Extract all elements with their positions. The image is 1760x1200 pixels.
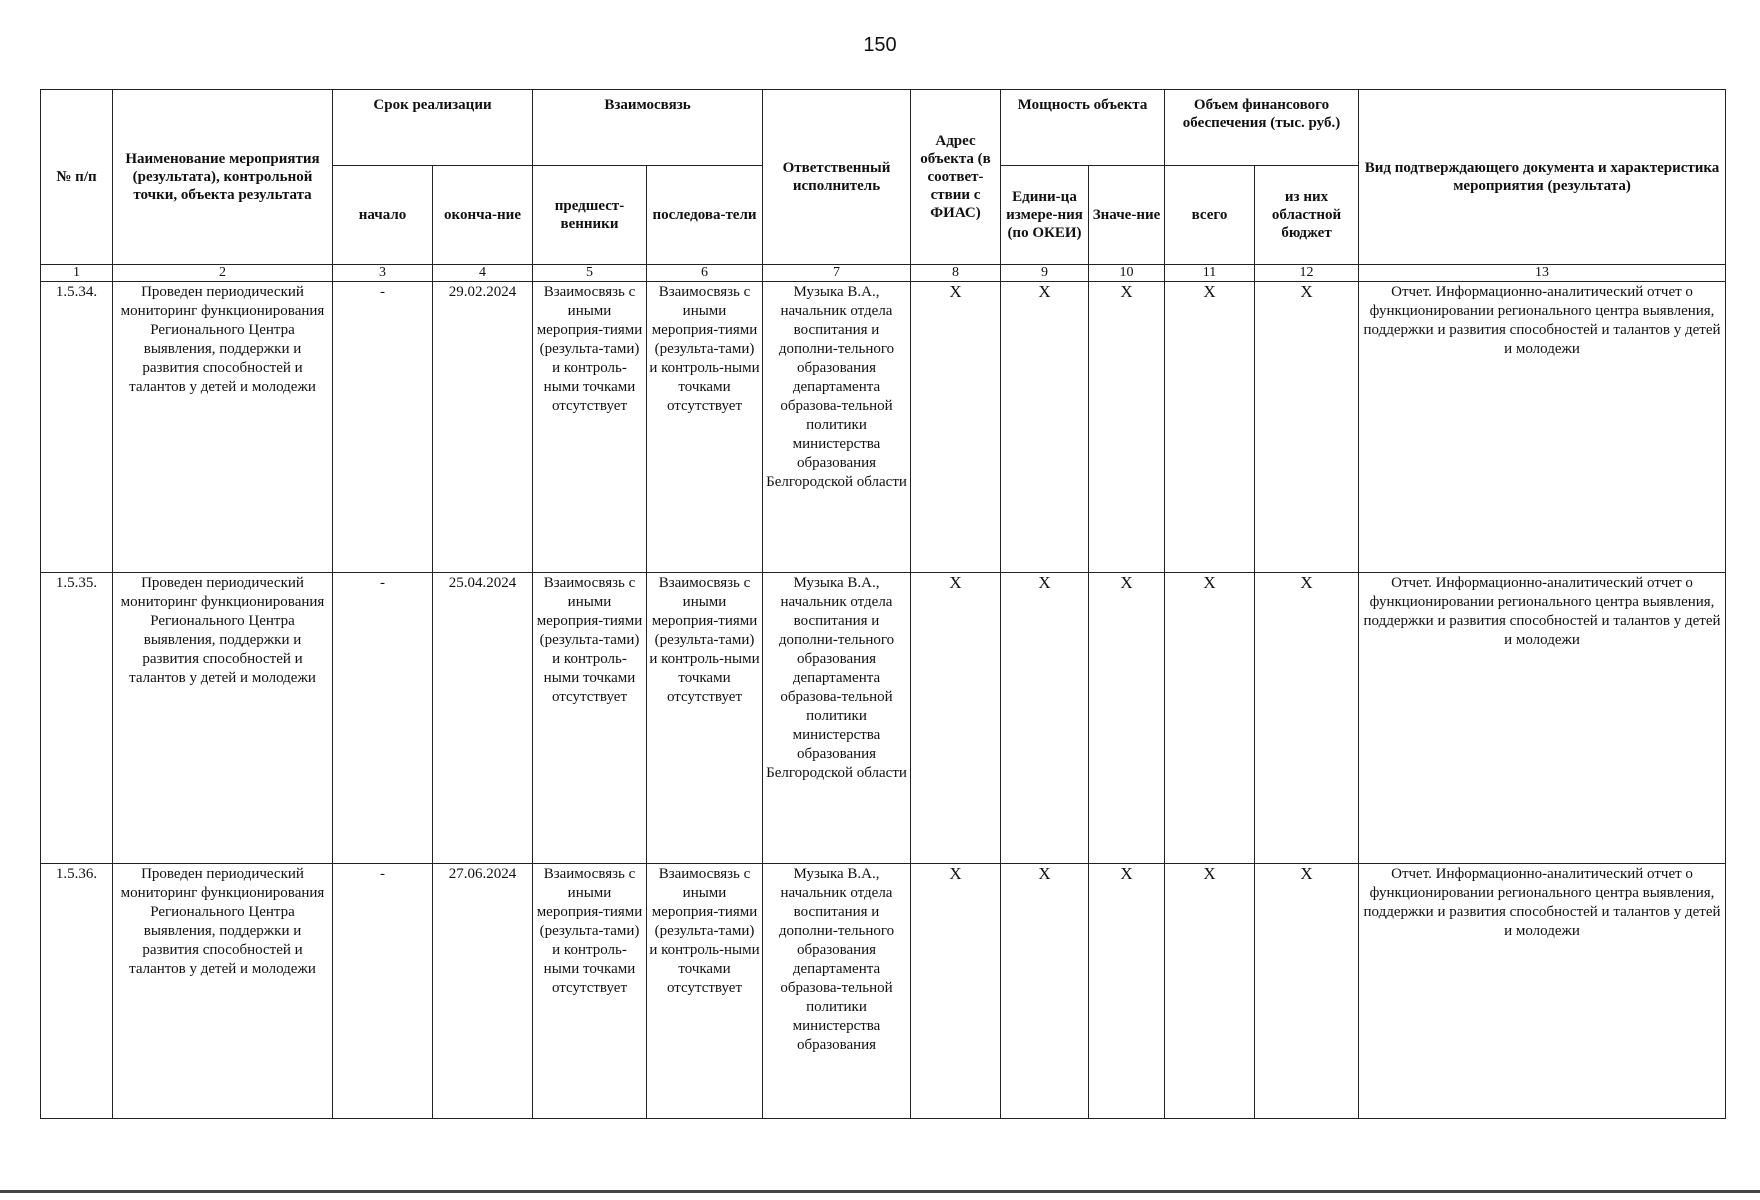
unit-value: X: [1001, 282, 1089, 573]
header-finance-group: Объем финансового обеспечения (тыс. руб.): [1165, 90, 1359, 166]
address-value: X: [911, 282, 1001, 573]
page-number: 150: [863, 34, 897, 56]
column-number: 2: [113, 265, 333, 282]
scan-edge-divider: [0, 1190, 1760, 1193]
row-index: 1.5.34.: [41, 282, 113, 573]
column-number: 13: [1359, 265, 1726, 282]
predecessors: Взаимосвязь с иными мероприя-тиями (результа-тами) и контроль-ными точками отсутствует: [533, 864, 647, 1119]
row-index: 1.5.36.: [41, 864, 113, 1119]
finance-total-value: X: [1165, 573, 1255, 864]
column-number: 6: [647, 265, 763, 282]
responsible-person: Музыка В.А., начальник отдела воспитания и дополни-тельного образования департамента образова-тельной политики министерства образования: [763, 864, 911, 1119]
address-value: X: [911, 573, 1001, 864]
column-number-row: [41, 265, 1726, 282]
header-number: № п/п: [41, 90, 113, 265]
table-row: [41, 282, 1726, 573]
column-number: 10: [1089, 265, 1165, 282]
predecessors: Взаимосвязь с иными мероприя-тиями (результа-тами) и контроль-ными точками отсутствует: [533, 282, 647, 573]
finance-regional-value: X: [1255, 573, 1359, 864]
unit-value: X: [1001, 573, 1089, 864]
activity-name: Проведен периодический мониторинг функционирования Регионального Центра выявления, поддержки и развития способностей и талантов у детей и молодежи: [113, 282, 333, 573]
address-value: X: [911, 864, 1001, 1119]
header-link-group: Взаимосвязь: [533, 90, 763, 166]
term-start: -: [333, 573, 433, 864]
column-number: 8: [911, 265, 1001, 282]
term-end: 29.02.2024: [433, 282, 533, 573]
unit-value: X: [1001, 864, 1089, 1119]
successors: Взаимосвязь с иными мероприя-тиями (результа-тами) и контроль-ными точками отсутствует: [647, 573, 763, 864]
document-description: Отчет. Информационно-аналитический отчет о функционировании регионального центра выявления, поддержки и развития способностей и талантов у детей и молодежи: [1359, 864, 1726, 1119]
header-term-end: оконча-ние: [433, 166, 533, 265]
header-link-prev: предшест-венники: [533, 166, 647, 265]
header-finance-total: всего: [1165, 166, 1255, 265]
term-end: 25.04.2024: [433, 573, 533, 864]
header-activity-name: Наименование мероприятия (результата), контрольной точки, объекта результата: [113, 90, 333, 265]
row-index: 1.5.35.: [41, 573, 113, 864]
power-value: X: [1089, 864, 1165, 1119]
header-term-start: начало: [333, 166, 433, 265]
header-responsible: Ответственный исполнитель: [763, 90, 911, 265]
activities-table: [40, 89, 1726, 1119]
column-number: 4: [433, 265, 533, 282]
finance-total-value: X: [1165, 864, 1255, 1119]
successors: Взаимосвязь с иными мероприя-тиями (результа-тами) и контроль-ными точками отсутствует: [647, 864, 763, 1119]
term-start: -: [333, 282, 433, 573]
header-power-value: Значе-ние: [1089, 166, 1165, 265]
document-description: Отчет. Информационно-аналитический отчет о функционировании регионального центра выявления, поддержки и развития способностей и талантов у детей и молодежи: [1359, 282, 1726, 573]
finance-regional-value: X: [1255, 864, 1359, 1119]
activity-name: Проведен периодический мониторинг функционирования Регионального Центра выявления, поддержки и развития способностей и талантов у детей и молодежи: [113, 864, 333, 1119]
predecessors: Взаимосвязь с иными мероприя-тиями (результа-тами) и контроль-ными точками отсутствует: [533, 573, 647, 864]
table-row: [41, 864, 1726, 1119]
activity-name: Проведен периодический мониторинг функционирования Регионального Центра выявления, поддержки и развития способностей и талантов у детей и молодежи: [113, 573, 333, 864]
power-value: X: [1089, 282, 1165, 573]
header-document: Вид подтверждающего документа и характеристика мероприятия (результата): [1359, 90, 1726, 265]
header-address: Адрес объекта (в соответ-ствии с ФИАС): [911, 90, 1001, 265]
power-value: X: [1089, 573, 1165, 864]
responsible-person: Музыка В.А., начальник отдела воспитания и дополни-тельного образования департамента образова-тельной политики министерства образования Белгородской области: [763, 282, 911, 573]
header-finance-regional: из них областной бюджет: [1255, 166, 1359, 265]
header-power-unit: Едини-ца измере-ния (по ОКЕИ): [1001, 166, 1089, 265]
successors: Взаимосвязь с иными мероприя-тиями (результа-тами) и контроль-ными точками отсутствует: [647, 282, 763, 573]
finance-total-value: X: [1165, 282, 1255, 573]
header-term-group: Срок реализации: [333, 90, 533, 166]
column-number: 11: [1165, 265, 1255, 282]
header-power-group: Мощность объекта: [1001, 90, 1165, 166]
column-number: 9: [1001, 265, 1089, 282]
table-row: [41, 573, 1726, 864]
header-link-next: последова-тели: [647, 166, 763, 265]
finance-regional-value: X: [1255, 282, 1359, 573]
column-number: 1: [41, 265, 113, 282]
term-end: 27.06.2024: [433, 864, 533, 1119]
column-number: 3: [333, 265, 433, 282]
term-start: -: [333, 864, 433, 1119]
column-number: 7: [763, 265, 911, 282]
responsible-person: Музыка В.А., начальник отдела воспитания и дополни-тельного образования департамента образова-тельной политики министерства образования Белгородской области: [763, 573, 911, 864]
column-number: 5: [533, 265, 647, 282]
document-description: Отчет. Информационно-аналитический отчет о функционировании регионального центра выявления, поддержки и развития способностей и талантов у детей и молодежи: [1359, 573, 1726, 864]
column-number: 12: [1255, 265, 1359, 282]
